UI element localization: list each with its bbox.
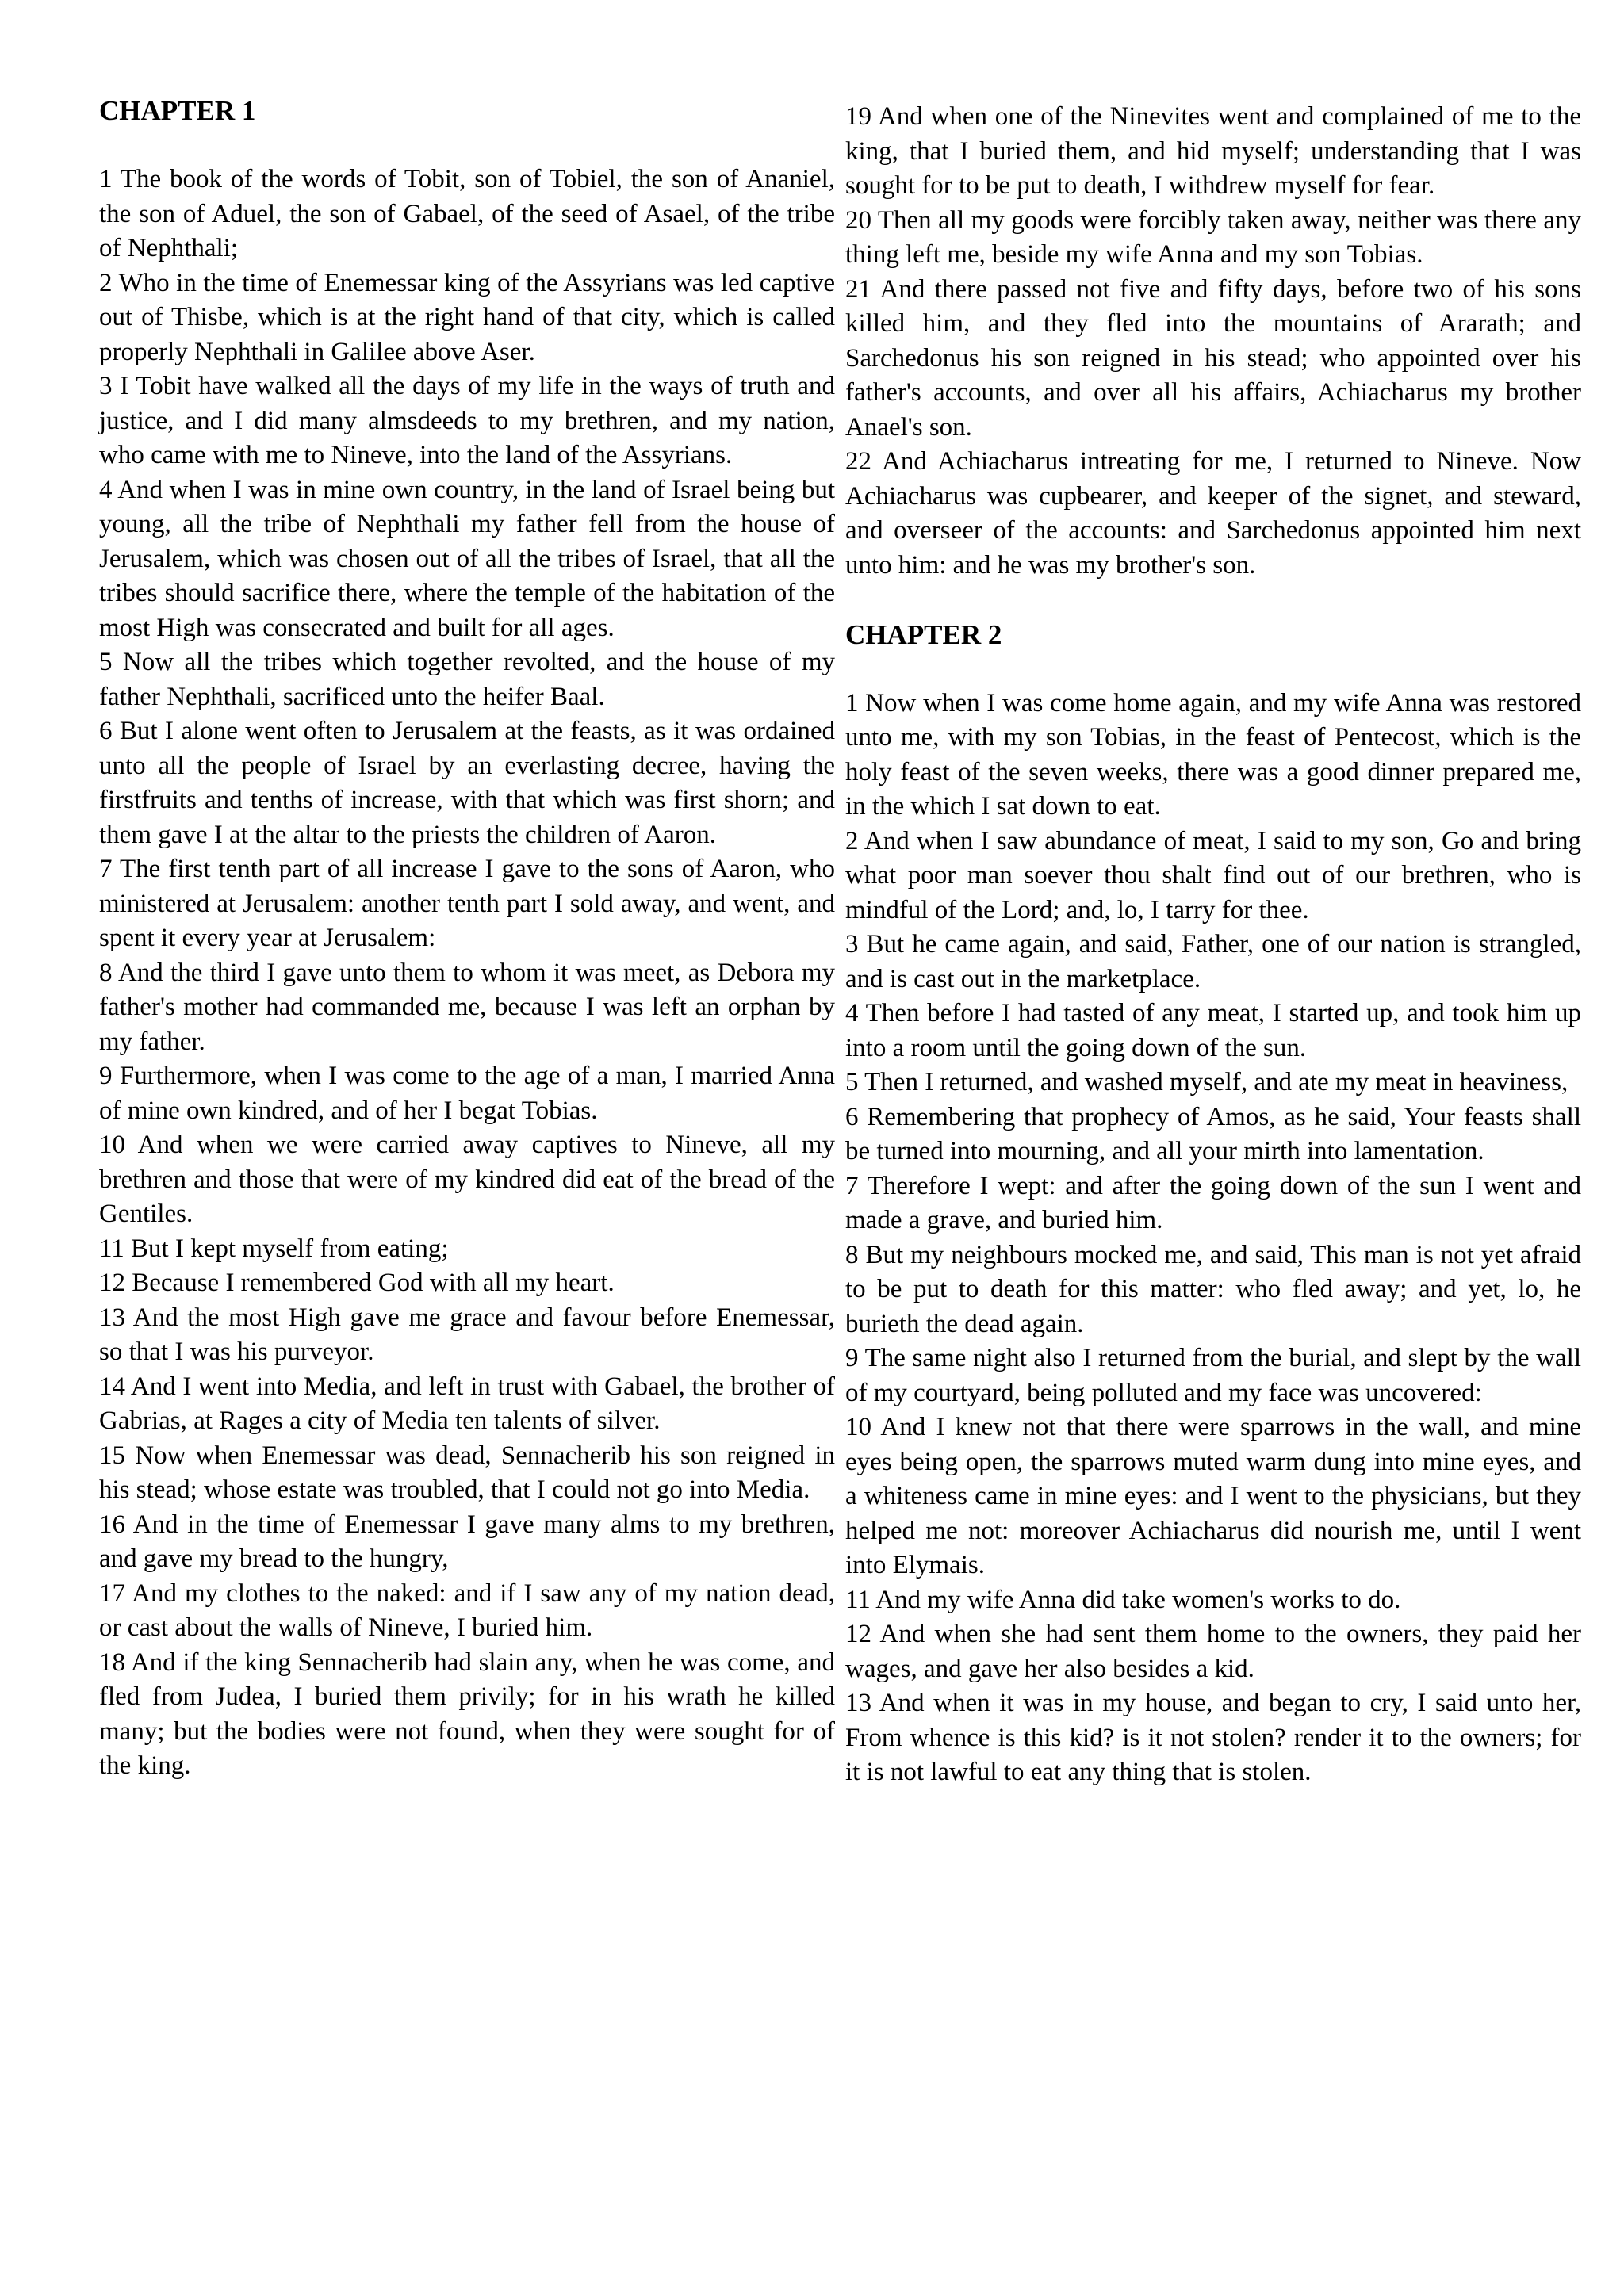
verse-paragraph: 13 And the most High gave me grace and favour before Enemessar, so that I was his purveyor. <box>99 1303 835 1366</box>
verse-paragraph: 12 Because I remembered God with all my heart. <box>99 1269 615 1297</box>
verse-paragraph: 8 And the third I gave unto them to whom it was meet, as Debora my father's mother had commanded me, because I was left an orphan by my father. <box>99 958 835 1056</box>
chapter-1-title: CHAPTER 1 <box>99 95 256 126</box>
verse-paragraph: 15 Now when Enemessar was dead, Sennacherib his son reigned in his stead; whose estate was troubled, that I could not go into Media. <box>99 1441 835 1504</box>
verse-paragraph: 3 But he came again, and said, Father, one of our nation is strangled, and is cast out in the marketplace. <box>845 930 1581 993</box>
verse-paragraph: 10 And I knew not that there were sparrows in the wall, and mine eyes being open, the sparrows muted warm dung into mine eyes, and a whiteness came in mine eyes: and I went to the physicians, but they helped me not: moreover Achiacharus did nourish me, until I went into Elymais. <box>845 1413 1581 1579</box>
left-column <box>99 94 835 1784</box>
verse-paragraph: 18 And if the king Sennacherib had slain any, when he was come, and fled from Judea, I buried them privily; for in his wrath he killed many; but the bodies were not found, when they were sought for of the king. <box>99 1647 835 1780</box>
verse-paragraph: 19 And when one of the Ninevites went and complained of me to the king, that I buried them, and hid myself; understanding that I was sought for to be put to death, I withdrew myself for fear. <box>845 102 1581 200</box>
verse-paragraph: 21 And there passed not five and fifty days, before two of his sons killed him, and they fled into the mountains of Ararath; and Sarchedonus his son reigned in his stead; who appointed over his father's accounts, and over all his affairs, Achiacharus my brother Anael's son. <box>845 274 1581 442</box>
verse-paragraph: 7 Therefore I wept: and after the going down of the sun I went and made a grave, and buried him. <box>845 1171 1581 1234</box>
verse-paragraph: 10 And when we were carried away captives to Nineve, all my brethren and those that were of my kindred did eat of the bread of the Gentiles. <box>99 1131 835 1228</box>
verse-paragraph: 20 Then all my goods were forcibly taken away, neither was there any thing left me, beside my wife Anna and my son Tobias. <box>845 205 1581 269</box>
verse-paragraph: 9 The same night also I returned from the burial, and slept by the wall of my courtyard, being polluted and my face was uncovered: <box>845 1344 1581 1407</box>
verse-paragraph: 1 The book of the words of Tobit, son of Tobiel, the son of Ananiel, the son of Aduel, the son of Gabael, of the seed of Asael, of the tribe of Nephthali; <box>99 165 835 262</box>
verse-paragraph: 22 And Achiacharus intreating for me, I returned to Nineve. Now Achiacharus was cupbearer, and keeper of the signet, and steward, and overseer of the accounts: and Sarchedonus appointed him next unto him: and he was my brother's son. <box>845 447 1581 580</box>
verse-paragraph: 2 And when I saw abundance of meat, I said to my son, Go and bring what poor man soever thou shalt find out of our brethren, who is mindful of the Lord; and, lo, I tarry for thee. <box>845 826 1581 924</box>
verse-paragraph: 14 And I went into Media, and left in trust with Gabael, the brother of Gabrias, at Rages a city of Media ten talents of silver. <box>99 1372 835 1435</box>
right-column <box>845 100 1581 1790</box>
verse-paragraph: 7 The first tenth part of all increase I gave to the sons of Aaron, who ministered at Jerusalem: another tenth part I sold away, and went, and spent it every year at Jerusalem: <box>99 855 835 952</box>
verse-paragraph: 8 But my neighbours mocked me, and said, This man is not yet afraid to be put to death for this matter: who fled away; and yet, lo, he burieth the dead again. <box>845 1240 1581 1338</box>
verse-paragraph: 4 Then before I had tasted of any meat, I started up, and took him up into a room until the going down of the sun. <box>845 999 1581 1062</box>
chapter-2-title: CHAPTER 2 <box>845 618 1002 650</box>
verse-paragraph: 2 Who in the time of Enemessar king of the Assyrians was led captive out of Thisbe, which is at the right hand of that city, which is called properly Nephthali in Galilee above Aser. <box>99 268 835 366</box>
verse-paragraph: 12 And when she had sent them home to the owners, they paid her wages, and gave her also besides a kid. <box>845 1620 1581 1683</box>
verse-paragraph: 16 And in the time of Enemessar I gave many alms to my brethren, and gave my bread to the hungry, <box>99 1510 835 1573</box>
verse-paragraph: 5 Then I returned, and washed myself, and ate my meat in heaviness, <box>845 1068 1568 1096</box>
verse-paragraph: 3 I Tobit have walked all the days of my life in the ways of truth and justice, and I did many almsdeeds to my brethren, and my nation, who came with me to Nineve, into the land of the Assyrians. <box>99 372 835 469</box>
verse-paragraph: 1 Now when I was come home again, and my wife Anna was restored unto me, with my son Tobias, in the feast of Pentecost, which is the holy feast of the seven weeks, there was a good dinner prepared me, in the which I sat down to eat. <box>845 688 1581 821</box>
verse-paragraph: 17 And my clothes to the naked: and if I saw any of my nation dead, or cast about the walls of Nineve, I buried him. <box>99 1578 835 1642</box>
verse-paragraph: 11 But I kept myself from eating; <box>99 1234 449 1263</box>
verse-paragraph: 6 But I alone went often to Jerusalem at the feasts, as it was ordained unto all the people of Israel by an everlasting decree, having the firstfruits and tenths of increase, with that which was first shorn; and them gave I at the altar to the priests the children of Aaron. <box>99 717 835 849</box>
verse-paragraph: 11 And my wife Anna did take women's works to do. <box>845 1585 1401 1614</box>
verse-paragraph: 9 Furthermore, when I was come to the age of a man, I married Anna of mine own kindred, and of her I begat Tobias. <box>99 1062 835 1125</box>
verse-paragraph: 13 And when it was in my house, and began to cry, I said unto her, From whence is this kid? is it not stolen? render it to the owners; for it is not lawful to eat any thing that is stolen. <box>845 1689 1581 1786</box>
verse-paragraph: 4 And when I was in mine own country, in the land of Israel being but young, all the tribe of Nephthali my father fell from the house of Jerusalem, which was chosen out of all the tribes of Israel, that all the tribes should sacrifice there, where the temple of the habitation of the most High was consecrated and built for all ages. <box>99 475 835 642</box>
verse-paragraph: 5 Now all the tribes which together revolted, and the house of my father Nephthali, sacrificed unto the heifer Baal. <box>99 648 835 711</box>
verse-paragraph: 6 Remembering that prophecy of Amos, as he said, Your feasts shall be turned into mourning, and all your mirth into lamentation. <box>845 1102 1581 1165</box>
